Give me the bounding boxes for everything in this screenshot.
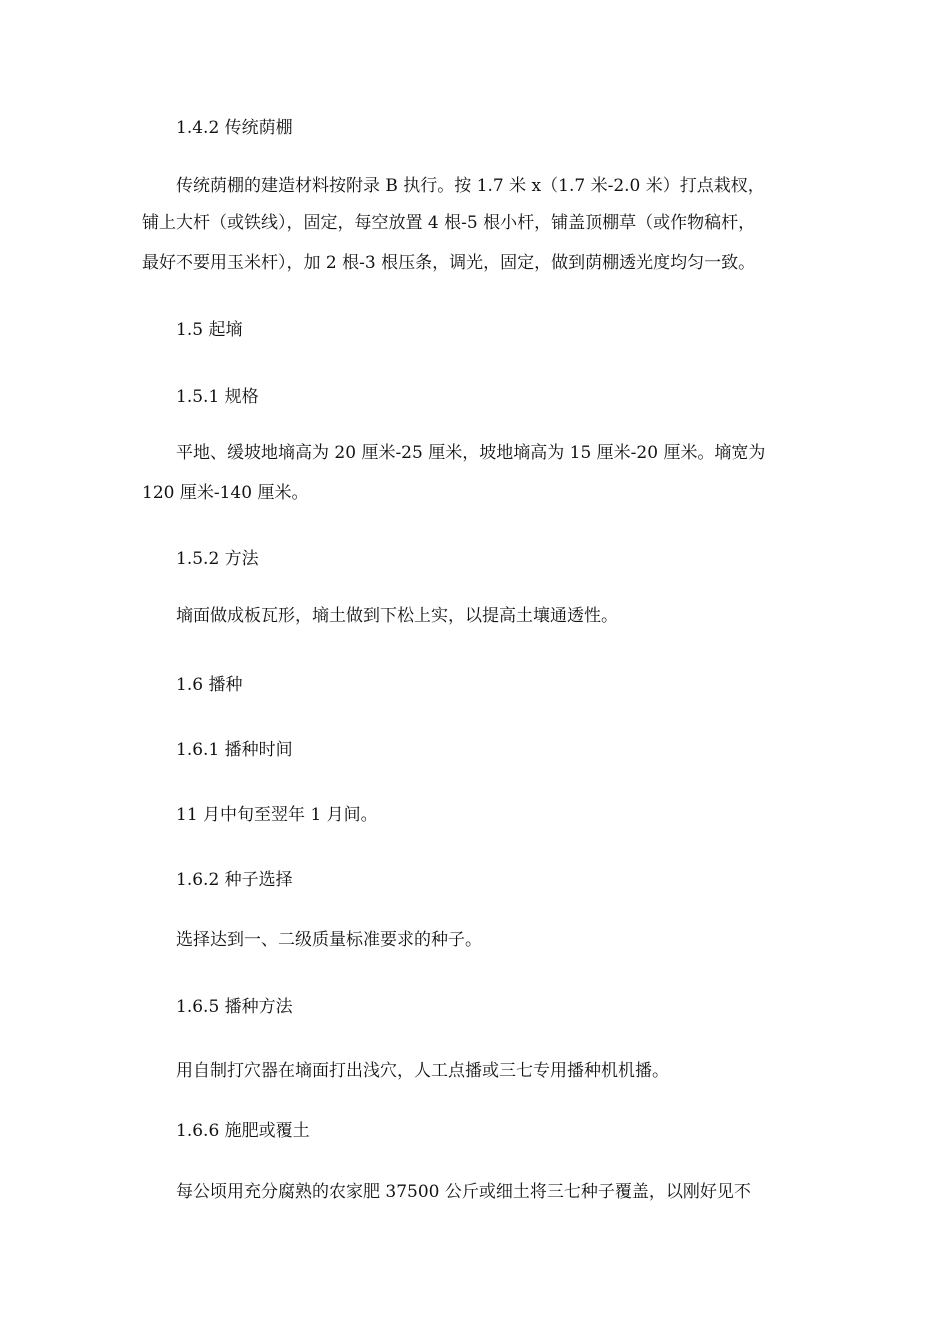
- section-heading-1-6-5: 1.6.5 播种方法: [176, 997, 293, 1017]
- paragraph-line: 每公顷用充分腐熟的农家肥 37500 公斤或细土将三七种子覆盖，以刚好见不: [176, 1182, 751, 1202]
- section-heading-1-4-2: 1.4.2 传统荫棚: [176, 118, 293, 138]
- paragraph-line: 120 厘米-140 厘米。: [142, 483, 309, 503]
- paragraph-line: 平地、缓坡地墒高为 20 厘米-25 厘米，坡地墒高为 15 厘米-20 厘米。墒宽为: [176, 443, 766, 463]
- section-heading-1-6-2: 1.6.2 种子选择: [176, 870, 293, 890]
- section-heading-1-6-6: 1.6.6 施肥或覆土: [176, 1121, 310, 1141]
- section-heading-1-5-2: 1.5.2 方法: [176, 549, 259, 569]
- paragraph-line: 最好不要用玉米杆），加 2 根-3 根压条，调光，固定，做到荫棚透光度均匀一致。: [142, 253, 756, 273]
- paragraph-line: 传统荫棚的建造材料按附录 B 执行。按 1.7 米 x（1.7 米-2.0 米）打点栽杈，: [176, 176, 765, 196]
- paragraph-line: 选择达到一、二级质量标准要求的种子。: [176, 930, 482, 950]
- paragraph-line: 墒面做成板瓦形，墒土做到下松上实，以提高土壤通透性。: [176, 606, 618, 626]
- paragraph-line: 铺上大杆（或铁线），固定，每空放置 4 根-5 根小杆，铺盖顶棚草（或作物稿杆，: [142, 213, 756, 233]
- paragraph-line: 11 月中旬至翌年 1 月间。: [176, 805, 378, 825]
- section-heading-1-5: 1.5 起墒: [176, 320, 243, 340]
- section-heading-1-6: 1.6 播种: [176, 675, 243, 695]
- section-heading-1-5-1: 1.5.1 规格: [176, 387, 259, 407]
- paragraph-line: 用自制打穴器在墒面打出浅穴，人工点播或三七专用播种机机播。: [176, 1061, 669, 1081]
- section-heading-1-6-1: 1.6.1 播种时间: [176, 740, 293, 760]
